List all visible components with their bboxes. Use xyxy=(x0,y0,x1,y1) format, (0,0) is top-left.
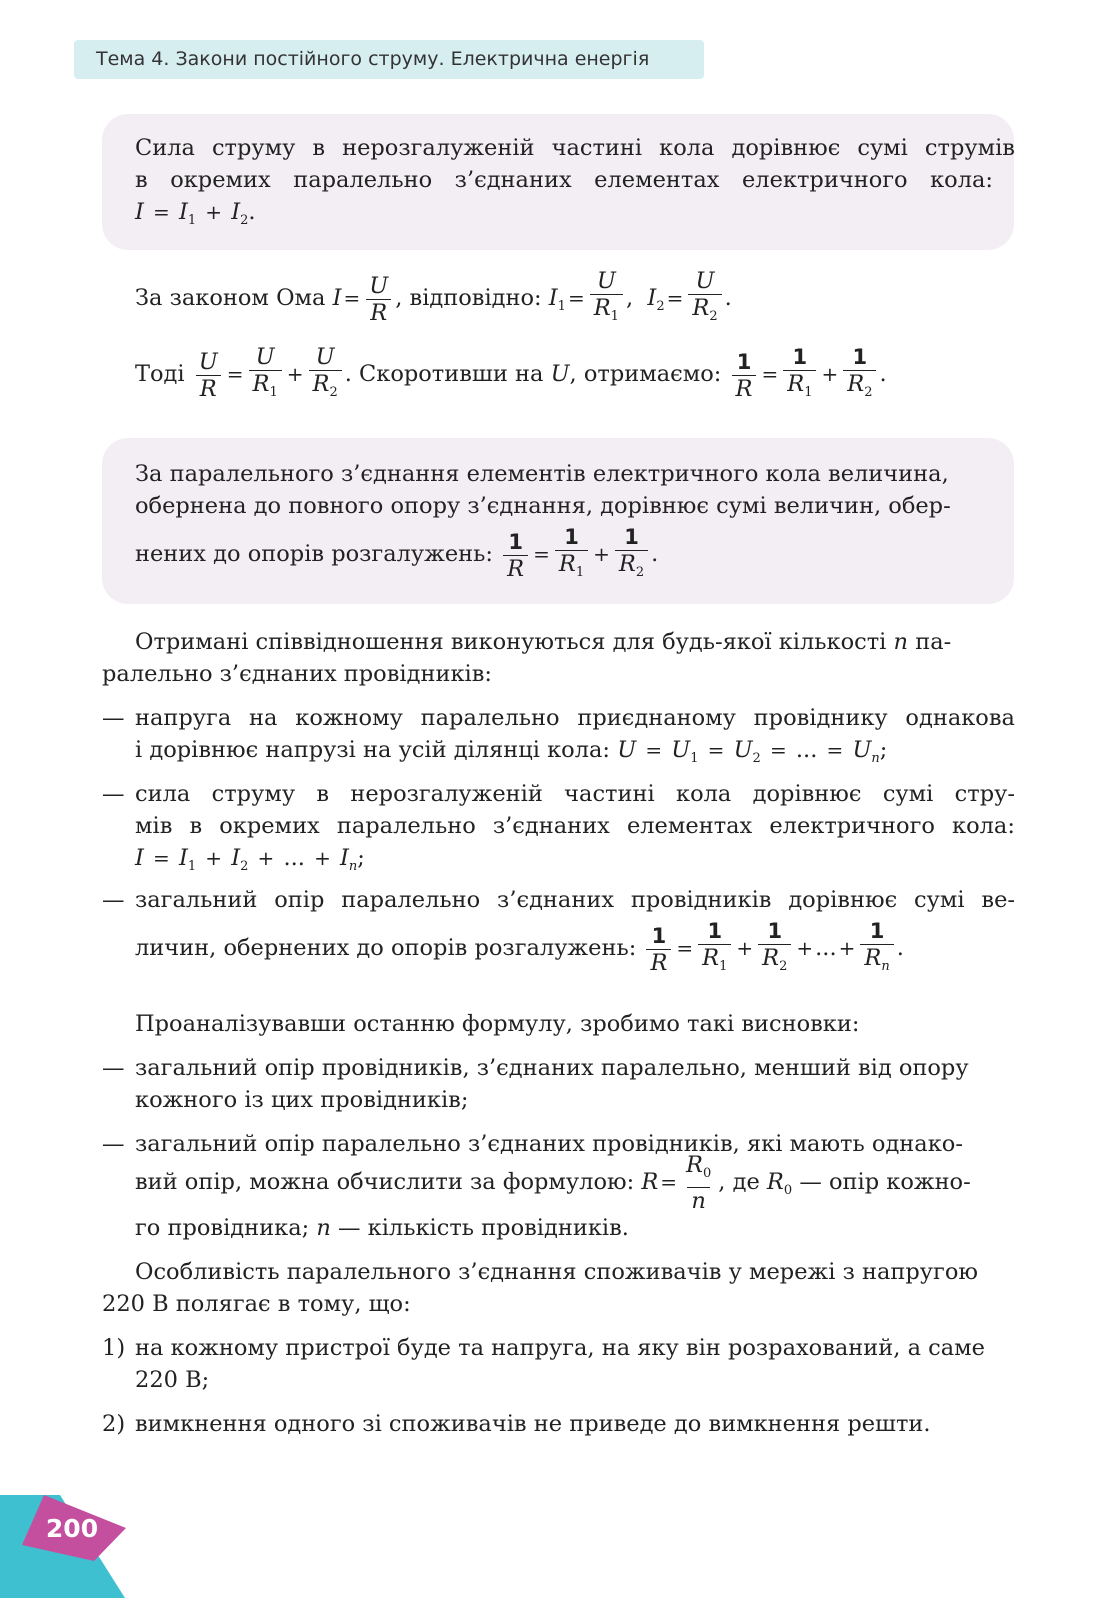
bullet-dash: — xyxy=(102,1055,125,1081)
paragraph-2: Проаналізувавши останню формулу, зробимо такі висновки: xyxy=(135,1011,860,1037)
list-item-1-line-2: 220 В; xyxy=(135,1367,210,1393)
ohm-law-line: За законом Ома I = $\frac{U}{R}$ , відповідно: $I_1$ = $\frac{U}{R_1}$ , $I_2$ = $\frac{U}{R_2}$ . xyxy=(135,268,732,337)
conclusion-1-line-2: кожного із цих провідників; xyxy=(135,1087,469,1113)
box1-formula: $I = I_1 + I_2$. xyxy=(135,199,256,228)
bullet-dash: — xyxy=(102,1131,125,1157)
fraction-u-r: $\frac{U}{R}$ xyxy=(365,273,392,326)
chapter-header xyxy=(74,40,704,79)
paragraph-1-line-1: Отримані співвідношення виконуються для будь-якої кількості n па- xyxy=(135,629,952,655)
box1-line-1: Сила струму в нерозгалуженій частині кола дорівнює сумі струмів xyxy=(135,135,1015,161)
conclusion-1-line-1: загальний опір провідників, з’єднаних паралельно, менший від опору xyxy=(135,1055,969,1081)
bullet-1-line-1: напруга на кожному паралельно приєднаному провіднику однакова xyxy=(135,705,1015,731)
then-line: Тоді $\frac{U}{R}$ = $\frac{U}{R_1}$ + $\frac{U}{R_2}$ . Скоротивши на U, отримаємо: $\frac{1}{R}$ = $\frac{1}{R_1}$ + $\frac{1}{R_2}$ . xyxy=(135,344,887,406)
bullet-dash: — xyxy=(102,705,125,731)
conclusion-2-line-2: вий опір, можна обчислити за формулою: R = $\frac{R_0}{n}$ , де $R_0$ — опір кожно- xyxy=(135,1152,971,1214)
bullet-2-line-1: сила струму в нерозгалуженій частині кола дорівнює сумі стру- xyxy=(135,781,1015,807)
bullet-dash: — xyxy=(102,887,125,913)
box1-line-2: в окремих паралельно з’єднаних елементах електричного кола: xyxy=(135,167,993,193)
fraction-u-r1: $\frac{U}{R_1}$ xyxy=(590,268,623,330)
bullet-dash: — xyxy=(102,781,125,807)
bullet-2-line-2: мів в окремих паралельно з’єднаних елементах електричного кола: xyxy=(135,813,1015,839)
conclusion-2-line-3: го провідника; n — кількість провідників. xyxy=(135,1215,629,1241)
list-item-2: вимкнення одного зі споживачів не приведе до вимкнення решти. xyxy=(135,1411,931,1437)
box2-line-1: За паралельного з’єднання елементів електричного кола величина, xyxy=(135,461,949,487)
box2-line-3: нених до опорів розгалужень: $\frac{1}{R}$ = $\frac{1}{R_1}$ + $\frac{1}{R_2}$ . xyxy=(135,524,658,586)
list-number-2: 2) xyxy=(102,1411,126,1437)
box2-line-2: обернена до повного опору з’єднання, дорівнює сумі величин, обер- xyxy=(135,493,951,519)
bullet-2-line-3: $I = I_1 + I_2$ + ... + $I_n$; xyxy=(135,845,365,874)
paragraph-3-line-2: 220 В полягає в тому, що: xyxy=(102,1291,411,1317)
paragraph-3-line-1: Особливість паралельного з’єднання споживачів у мережі з напругою xyxy=(135,1259,978,1285)
bullet-1-line-2: і дорівнює напрузі на усій ділянці кола: $U = U_1 = U_2$ = ... = $U_n$; xyxy=(135,737,888,766)
page-number: 200 xyxy=(45,1514,99,1543)
list-item-1-line-1: на кожному пристрої буде та напруга, на яку він розрахований, а саме xyxy=(135,1335,985,1361)
conclusion-2-line-1: загальний опір паралельно з’єднаних провідників, які мають однако- xyxy=(135,1131,963,1157)
chapter-title: Тема 4. Закони постійного струму. Електрична енергія xyxy=(96,48,650,70)
fraction-u-r2: $\frac{U}{R_2}$ xyxy=(688,268,721,330)
list-number-1: 1) xyxy=(102,1335,126,1361)
bullet-3-line-1: загальний опір паралельно з’єднаних провідників дорівнює сумі ве- xyxy=(135,887,1015,913)
paragraph-1-line-2: ралельно з’єднаних провідників: xyxy=(102,661,492,687)
bullet-3-line-2: личин, обернених до опорів розгалужень: $\frac{1}{R}$ = $\frac{1}{R_1}$ + $\frac{1}{R_2}$ +... + $\frac{1}{R_n}$ . xyxy=(135,918,904,980)
